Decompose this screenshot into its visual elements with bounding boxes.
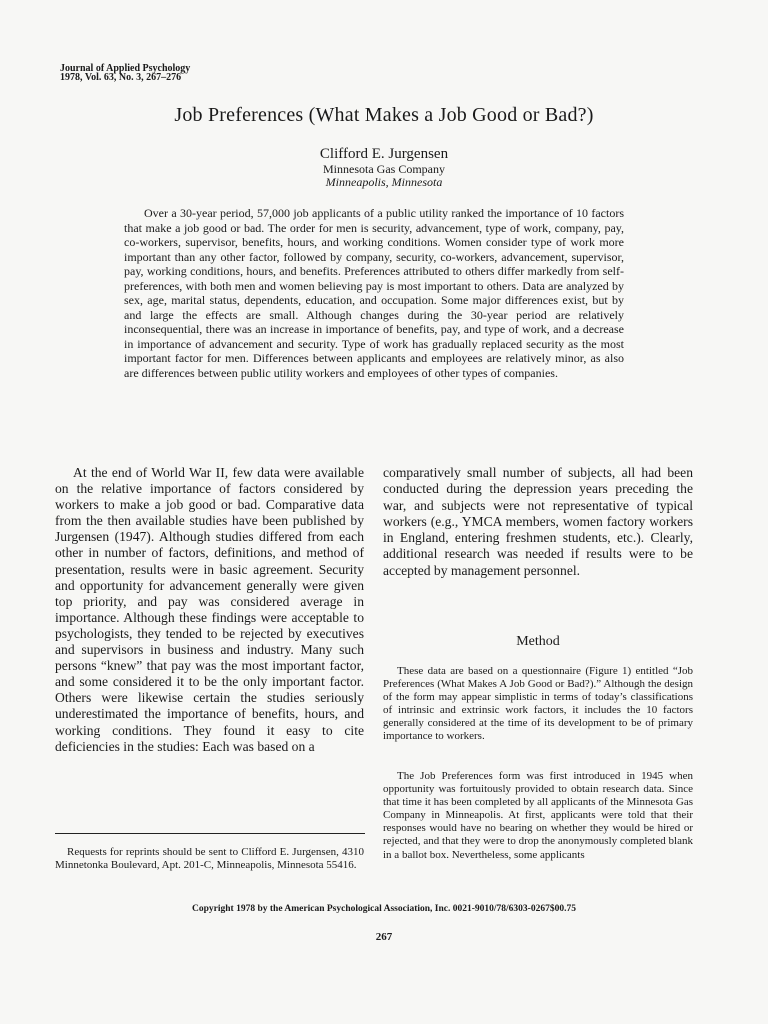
author-affiliation: Minnesota Gas Company (323, 162, 445, 176)
journal-volume: 1978, Vol. 63, No. 3, 267–276 (60, 72, 182, 83)
footnote-divider (55, 833, 365, 834)
method-paragraph-2: The Job Preferences form was first introduced in 1945 when opportunity was fortuitously provided to obtain research data. Since that time it has been completed by all applicants of the Minnesota Gas Company in Minneapolis. At first, applicants were told that their responses would have no bearing on whether they would be hired or rejected, and that they were to drop the anonymously completed blank in a ballot box. Nevertheless, some applicants (383, 770, 693, 861)
footnote: Requests for reprints should be sent to Clifford E. Jurgensen, 4310 Minnetonka Boulevard, Apt. 201-C, Minneapolis, Minnesota 55416. (55, 846, 364, 872)
journal-citation (60, 64, 190, 82)
introduction-continuation: comparatively small number of subjects, all had been conducted during the depression years preceding the war, and subjects were not representative of typical workers (e.g., YMCA members, women factory workers in England, entering freshmen students, etc.). Clearly, additional research was needed if results were to be accepted by management personnel. (383, 465, 693, 578)
page-number: 267 (375, 931, 393, 943)
author-location: Minneapolis, Minnesota (325, 175, 443, 189)
abstract: Over a 30-year period, 57,000 job applicants of a public utility ranked the importance of 10 factors that make a job good or bad. The order for men is security, advancement, type of work, company, pay, co-workers, supervisor, benefits, hours, and working conditions. Women consider type of work more important than any other factor, followed by company, security, co-workers, advancement, supervisor, pay, working conditions, hours, and benefits. Preferences attributed to others differ markedly from self-preferences, with both men and women believing pay is most important to others. Data are analyzed by sex, age, marital status, dependents, education, and occupation. Some major differences exist, but by and large the effects are small. Although changes during the 30-year period are relatively inconsequential, there was an increase in importance of benefits, pay, and type of work, and a decrease in importance of advancement and security. Type of work has gradually replaced security as the most important factor for men. Differences between applicants and employees are relatively minor, as also are differences between public utility workers and employees of other types of companies. (124, 206, 624, 381)
method-paragraph-1: These data are based on a questionnaire (Figure 1) entitled “Job Preferences (What Makes A Job Good or Bad?).” Although the design of the form may appear simplistic in terms of today’s classifications of intrinsic and extrinsic work factors, it includes the 10 factors generally considered at the time of its development to be of primary importance to workers. (383, 665, 693, 743)
paper-title: Job Preferences (What Makes a Job Good or Bad?) (174, 104, 594, 126)
introduction-paragraph: At the end of World War II, few data were available on the relative importance of factors considered by workers to make a job good or bad. Comparative data from the then available studies have been published by Jurgensen (1947). Although studies differed from each other in number of factors, definitions, and method of presentation, results were in basic agreement. Security and opportunity for advancement generally were given top priority, and pay was considered average in importance. Although these findings were acceptable to psychologists, they tended to be rejected by executives and supervisors in business and industry. Many such persons “knew” that pay was the most important factor, and some considered it to be the only important factor. Others were likewise certain the studies seriously underestimated the importance of benefits, hours, and working conditions. They found it easy to cite deficiencies in the studies: Each was based on a (55, 465, 364, 754)
method-heading: Method (516, 634, 560, 649)
author-name: Clifford E. Jurgensen (319, 146, 449, 162)
author-block (0, 146, 768, 189)
journal-name: Journal of Applied Psychology (60, 63, 191, 74)
copyright-line: Copyright 1978 by the American Psychological Association, Inc. 0021-9010/78/6303-0267$00.75 (192, 904, 576, 914)
